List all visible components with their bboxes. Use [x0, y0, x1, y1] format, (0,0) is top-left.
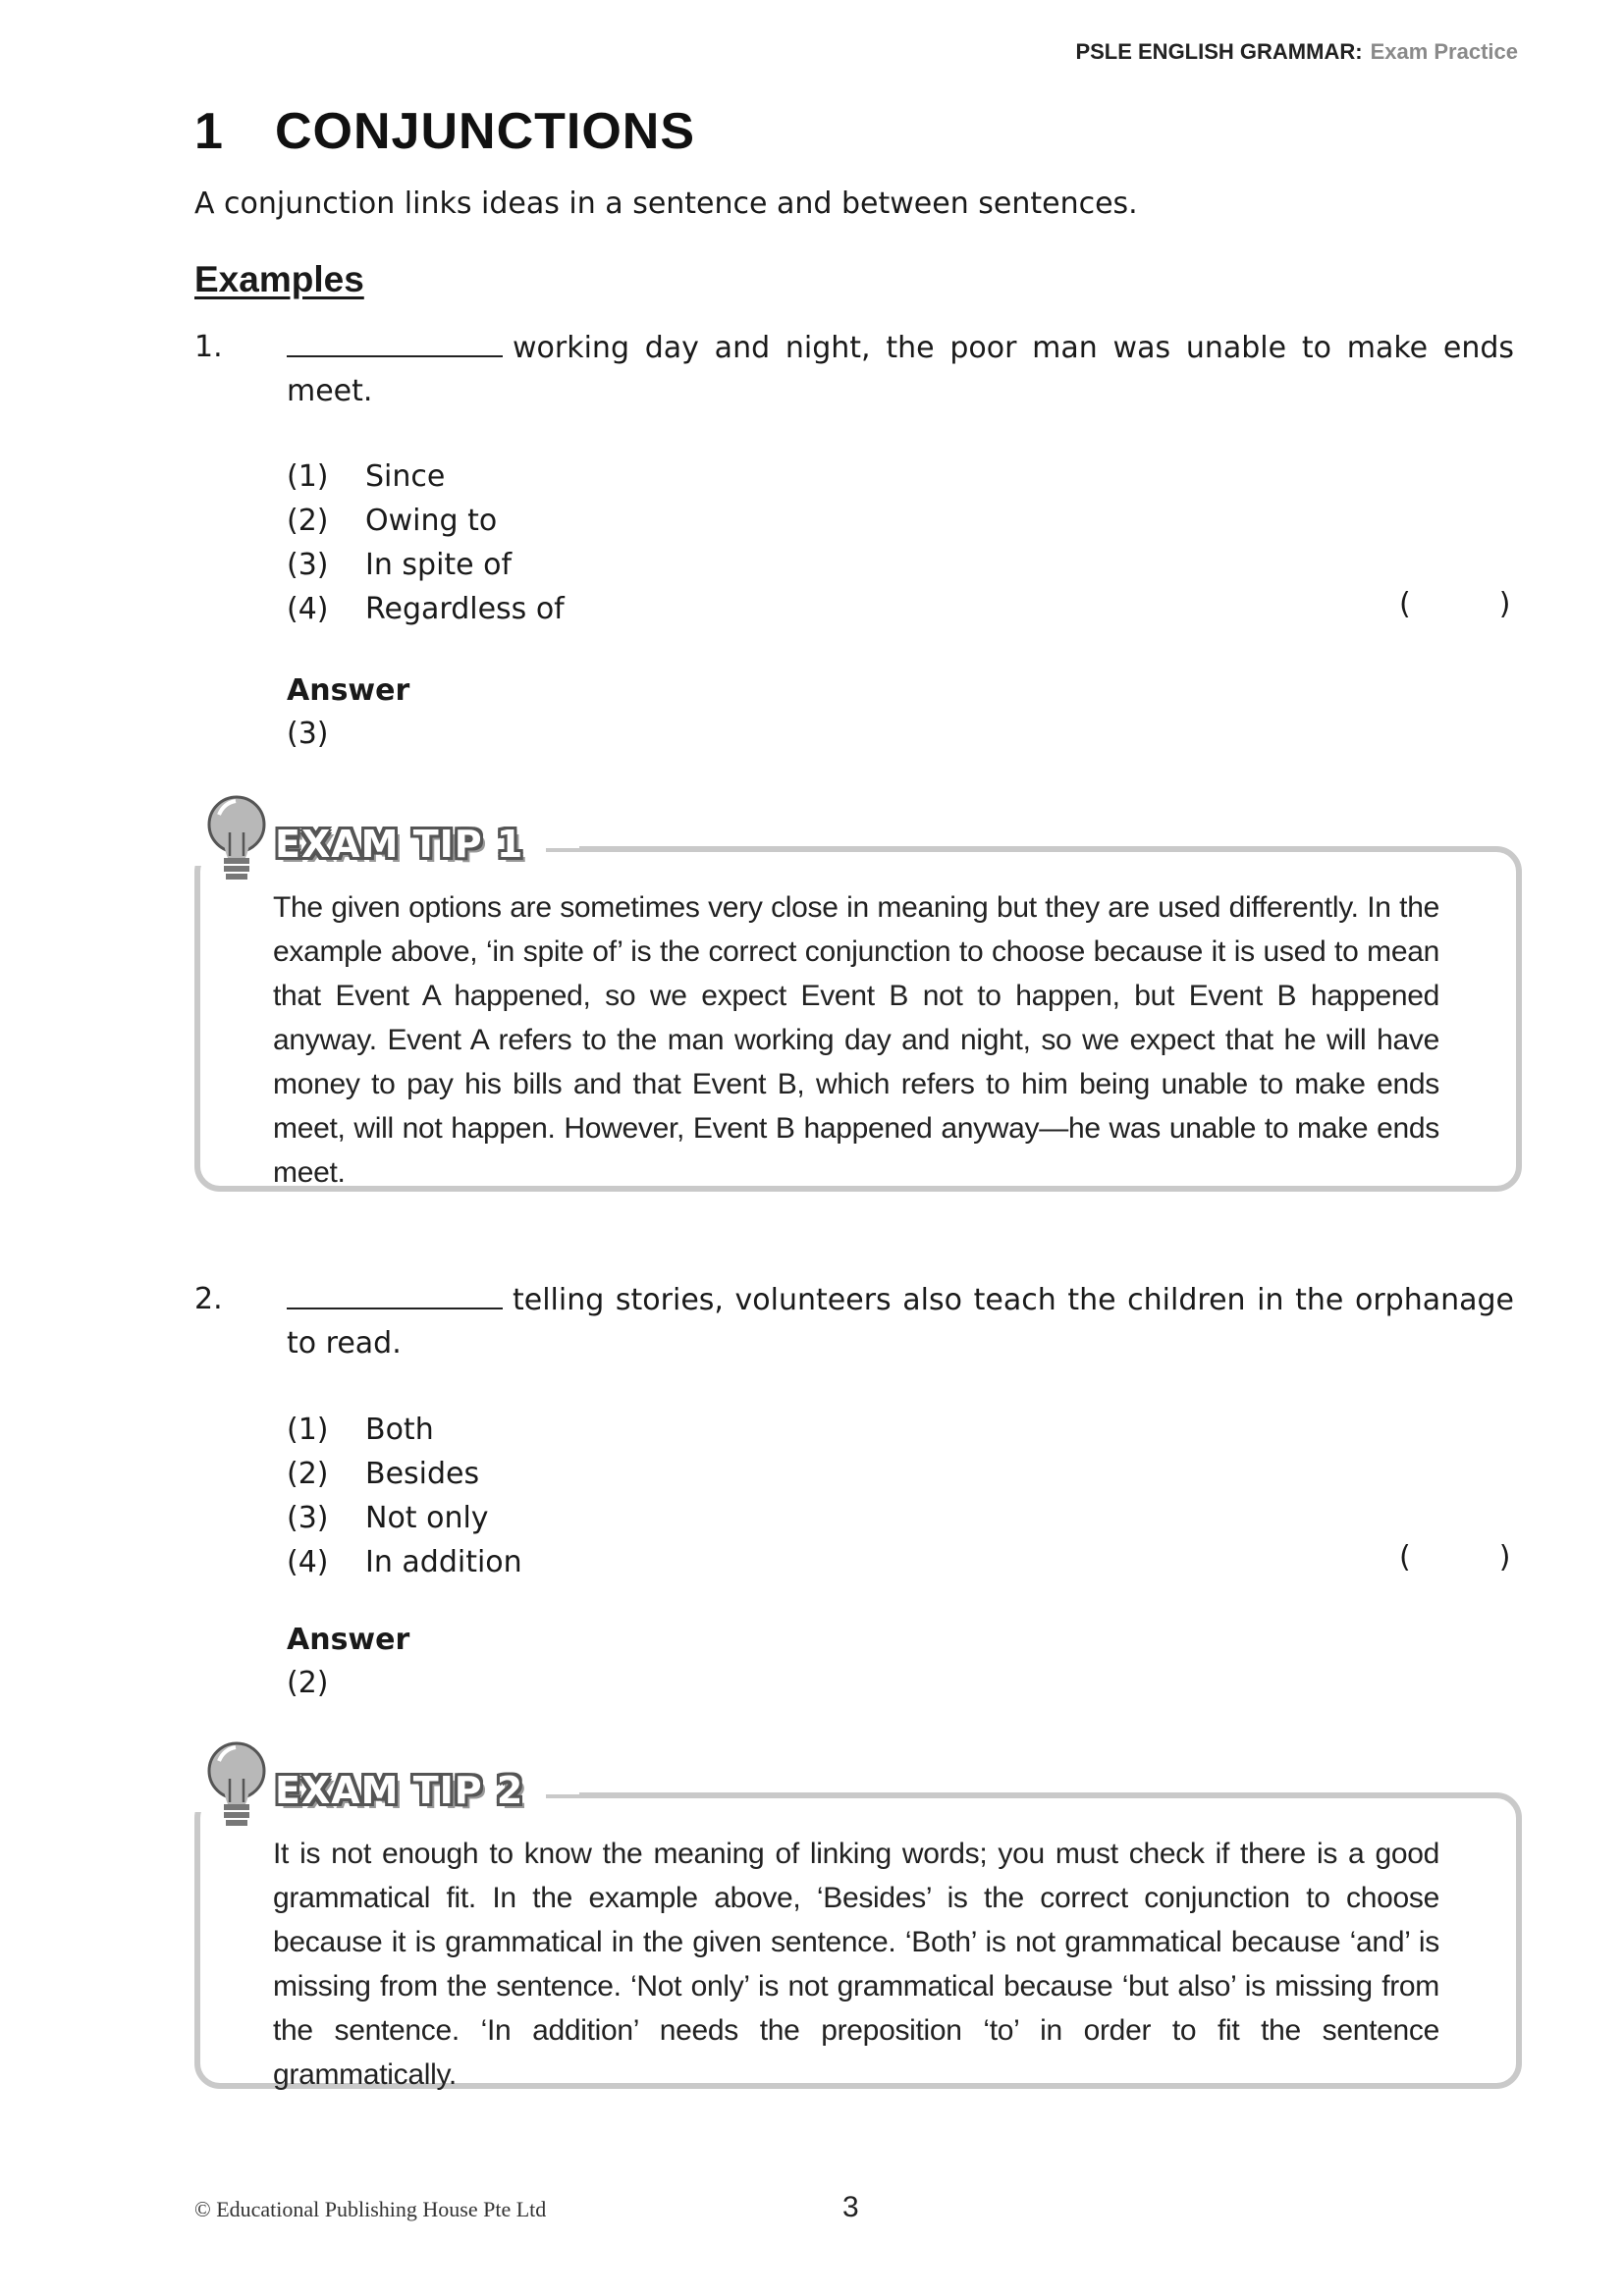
chapter-number: 1	[194, 103, 224, 160]
tip-rule	[546, 848, 1469, 852]
copyright-notice: © Educational Publishing House Pte Ltd	[194, 2197, 547, 2221]
question-stem: working day and night, the poor man was unable to make ends meet.	[287, 331, 1514, 408]
exam-tip-text: It is not enough to know the meaning of linking words; you must check if there is a good grammatical fit. In the example above, ‘Besides’ is the correct conjunction to choose because it is grammatical in the given sentence. ‘Both’ is not grammatical because ‘and’ is missing from the sentence. ‘Not only’ is not grammatical because ‘but also’ is missing from the sentence. ‘In addition’ needs the preposition ‘to’ in order to fit the sentence grammatically.	[273, 1838, 1439, 2091]
examples-heading: Examples	[194, 259, 364, 299]
option-text: Both	[365, 1413, 434, 1447]
answer-bracket[interactable]	[1399, 1540, 1510, 1575]
option-item[interactable]	[287, 1452, 522, 1496]
question-number: 1.	[194, 330, 223, 364]
option-item[interactable]	[287, 1540, 522, 1584]
option-item[interactable]	[287, 499, 565, 543]
question-stem: telling stories, volunteers also teach the children in the orphanage to read.	[287, 1283, 1514, 1361]
option-item[interactable]	[287, 543, 565, 587]
running-head	[1075, 39, 1518, 65]
lightbulb-icon	[204, 793, 269, 891]
running-title: PSLE ENGLISH GRAMMAR:	[1075, 39, 1363, 64]
option-label: (4)	[287, 1545, 329, 1579]
option-text: Owing to	[365, 504, 498, 538]
option-text: In addition	[365, 1545, 522, 1579]
exam-tip-title: EXAM TIP 2	[275, 1769, 524, 1812]
option-item[interactable]	[287, 1408, 522, 1452]
option-text: Besides	[365, 1457, 480, 1491]
option-text: Not only	[365, 1501, 489, 1535]
option-label: (3)	[287, 548, 329, 582]
option-label: (2)	[287, 1457, 329, 1491]
answer-value: (2)	[287, 1666, 329, 1700]
chapter-title: CONJUNCTIONS	[275, 103, 696, 160]
answer-bracket[interactable]	[1399, 587, 1510, 621]
exam-tip-text: The given options are sometimes very close in meaning but they are used differently. In the example above, ‘in spite of’ is the correct conjunction to choose because it is used to mean that Event A happened, so we expect Event B not to happen, but Event B happened anyway. Event A refers to the man working day and night, so we expect that he will have money to pay his bills and that Event B, which refers to him being unable to make ends meet, will not happen. However, Event B happened anyway—he was unable to make ends meet.	[273, 891, 1439, 1189]
option-label: (2)	[287, 504, 329, 538]
question-number: 2.	[194, 1282, 223, 1316]
answer-label: Answer	[287, 1623, 410, 1657]
bracket-close: )	[1498, 1540, 1511, 1575]
bracket-open: (	[1399, 1540, 1411, 1575]
bracket-open: (	[1399, 587, 1411, 621]
answer-blank	[287, 326, 503, 357]
question-text	[287, 1278, 1514, 1365]
option-label: (1)	[287, 1413, 329, 1447]
answer-label: Answer	[287, 673, 410, 708]
answer-value: (3)	[287, 717, 329, 751]
option-text: In spite of	[365, 548, 513, 582]
exam-tip-title: EXAM TIP 1	[275, 823, 524, 866]
option-label: (3)	[287, 1501, 329, 1535]
option-item[interactable]	[287, 587, 565, 631]
lightbulb-icon	[204, 1739, 269, 1838]
options-list	[287, 454, 565, 631]
page-number: 3	[842, 2191, 859, 2223]
chapter-intro: A conjunction links ideas in a sentence and between sentences.	[194, 187, 1138, 221]
option-label: (4)	[287, 592, 329, 626]
option-label: (1)	[287, 459, 329, 494]
answer-blank	[287, 1278, 503, 1309]
option-item[interactable]	[287, 454, 565, 499]
options-list	[287, 1408, 522, 1584]
tip-rule	[546, 1794, 1469, 1798]
option-item[interactable]	[287, 1496, 522, 1540]
option-text: Regardless of	[365, 592, 565, 626]
chapter-heading	[194, 102, 695, 161]
running-subtitle: Exam Practice	[1370, 39, 1518, 64]
question-text	[287, 326, 1514, 413]
bracket-close: )	[1498, 587, 1511, 621]
option-text: Since	[365, 459, 446, 494]
